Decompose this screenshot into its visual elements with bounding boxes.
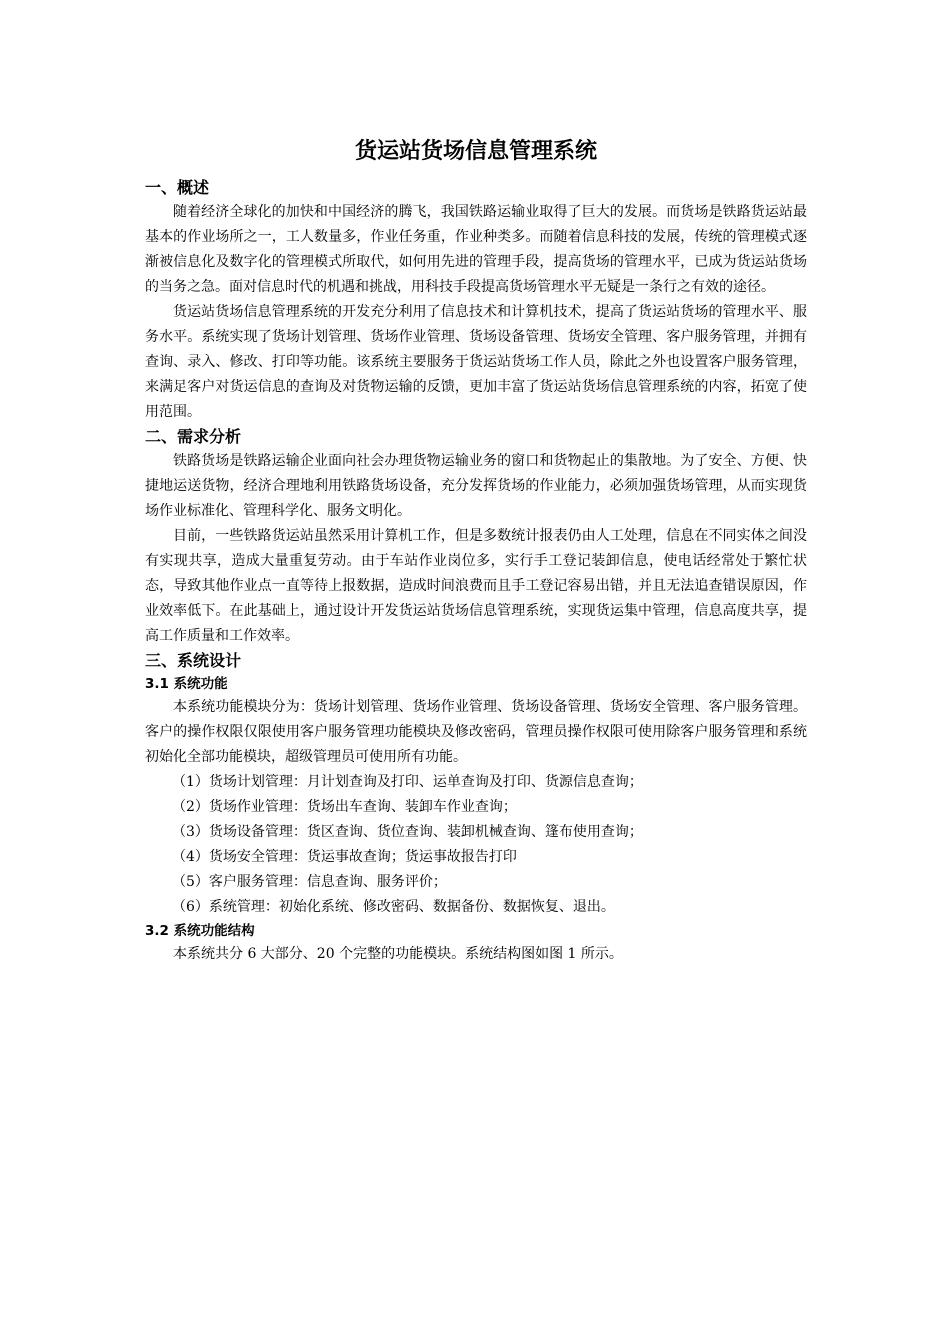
subsection-heading-structure: 3.2 系统功能结构 xyxy=(145,923,255,939)
paragraph: 目前，一些铁路货运站虽然采用计算机工作，但是多数统计报表仍由人工处理，信息在不同实体之间没有实现共享，造成大量重复劳动。由于车站作业岗位多，实行手工登记装卸信息，使电话经常处于繁忙状态，导致其他作业点一直等待上报数据，造成时间浪费而且手工登记容易出错，并且无法追查错误原因，作业效率低下。在此基础上，通过设计开发货运站货场信息管理系统，实现货运集中管理，信息高度共享，提高工作质量和工作效率。 xyxy=(145,528,807,644)
list-item: （2）货场作业管理：货场出车查询、装卸车作业查询； xyxy=(172,799,517,815)
paragraph: 随着经济全球化的加快和中国经济的腾飞，我国铁路运输业取得了巨大的发展。而货场是铁路货运站最基本的作业场所之一，工人数量多，作业任务重，作业种类多。而随着信息科技的发展，传统的管理模式逐渐被信息化及数字化的管理模式所取代，如何用先进的管理手段，提高货场的管理水平，已成为货运站货场的当务之急。面对信息时代的机遇和挑战，用科技手段提高货场管理水平无疑是一条行之有效的途径。 xyxy=(145,204,807,295)
list-item: （6）系统管理：初始化系统、修改密码、数据备份、数据恢复、退出。 xyxy=(172,899,615,915)
list-item: （3）货场设备管理：货区查询、货位查询、装卸机械查询、篷布使用查询； xyxy=(172,824,643,840)
list-item: （5）客户服务管理：信息查询、服务评价； xyxy=(172,874,447,890)
section-heading-overview: 一、概述 xyxy=(145,178,210,197)
subsection-heading-functions: 3.1 系统功能 xyxy=(145,676,228,692)
section-heading-design: 三、系统设计 xyxy=(145,651,242,670)
paragraph: 本系统共分 6 大部分、20 个完整的功能模块。系统结构图如图 1 所示。 xyxy=(173,946,623,962)
paragraph: 本系统功能模块分为：货场计划管理、货场作业管理、货场设备管理、货场安全管理、客户服务管理。客户的操作权限仅限使用客户服务管理功能模块及修改密码，管理员操作权限可使用除客户服务管理和系统初始化全部功能模块，超级管理员可使用所有功能。 xyxy=(145,699,807,765)
list-item: （4）货场安全管理：货运事故查询；货运事故报告打印 xyxy=(172,849,517,865)
paragraph: 铁路货场是铁路运输企业面向社会办理货物运输业务的窗口和货物起止的集散地。为了安全、方便、快捷地运送货物，经济合理地利用铁路货场设备，充分发挥货场的作业能力，必须加强货场管理，从而实现货场作业标准化、管理科学化、服务文明化。 xyxy=(145,453,807,519)
document-page xyxy=(145,132,807,967)
list-item: （1）货场计划管理：月计划查询及打印、运单查询及打印、货源信息查询； xyxy=(172,774,643,790)
paragraph: 货运站货场信息管理系统的开发充分利用了信息技术和计算机技术，提高了货运站货场的管理水平、服务水平。系统实现了货场计划管理、货场作业管理、货场设备管理、货场安全管理、客户服务管理，并拥有查询、录入、修改、打印等功能。该系统主要服务于货运站货场工作人员，除此之外也设置客户服务管理，来满足客户对货运信息的查询及对货物运输的反馈，更加丰富了货运站货场信息管理系统的内容，拓宽了使用范围。 xyxy=(145,304,807,420)
document-title: 货运站货场信息管理系统 xyxy=(354,139,597,164)
section-heading-requirements: 二、需求分析 xyxy=(145,427,242,446)
